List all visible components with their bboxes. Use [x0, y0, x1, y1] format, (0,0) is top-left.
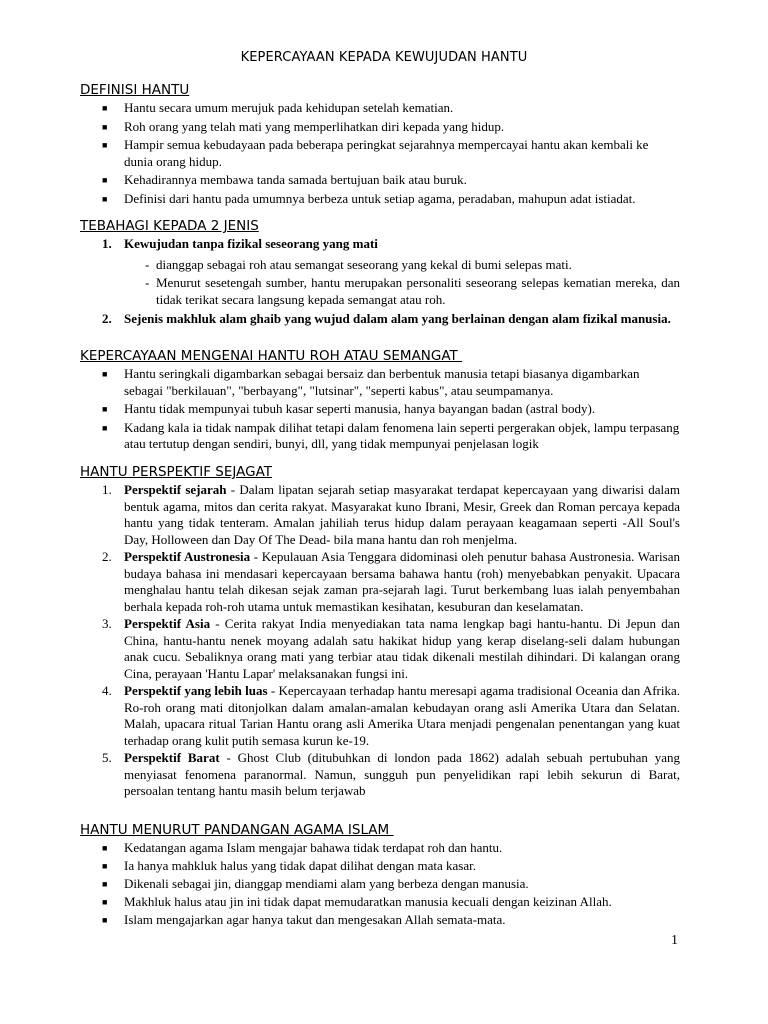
list-item [80, 876, 680, 893]
list-item [80, 119, 680, 136]
heading-jenis: TEBAHAGI KEPADA 2 JENIS [80, 218, 259, 234]
list-item-text: Hantu seringkali digambarkan sebagai bersaiz dan berbentuk manusia tetapi biasanya digambarkan sebagai "berkilauan", "berbayang", "lutsinar", "seperti kabus", atau seumpamanya. [124, 366, 640, 398]
list-item [80, 482, 680, 548]
square-bullet-icon: ■ [102, 861, 108, 871]
list-item [80, 366, 680, 399]
list-item [80, 401, 680, 418]
list-item-text: Definisi dari hantu pada umumnya berbeza untuk setiap agama, peradaban, mahupun adat istiadat. [124, 190, 636, 206]
item-number: 1. [102, 482, 112, 497]
list-item-text: Ia hanya mahkluk halus yang tidak dapat dilihat dengan mata kasar. [124, 858, 476, 873]
square-bullet-icon: ■ [102, 879, 108, 889]
list-kepercayaan [80, 366, 680, 453]
list-item-text: Hampir semua kebudayaan pada beberapa peringkat sejarahnya mempercayai hantu akan kembali ke dunia orang hidup. [124, 137, 649, 169]
item-heading: Perspektif Asia [124, 616, 211, 631]
item-text: - Kepercayaan terhadap hantu meresapi agama tradisional Oceania dan Afrika. Ro-roh orang mati ditonjolkan dalam amalan-amalan kebudayan orang asli Amerika Utara dan Selatan. Malah, upacara ritual Tarian Hantu orang asli Amerika Utara menjadi pengenalan penentangan yang kuat terhadap orang kulit putih semasa kurun ke-19. [124, 683, 680, 748]
heading-perspektif: HANTU PERSPEKTIF SEJAGAT [80, 464, 273, 480]
sub-list-item [80, 275, 680, 308]
list-item [80, 750, 680, 800]
item-heading: Perspektif Austronesia [124, 549, 251, 564]
list-item-text: Kadang kala ia tidak nampak dilihat tetapi dalam fenomena lain seperti pergerakan objek, lampu terpasang atau tertutup dengan sendiri, bunyi, dll, yang tidak mempunyai penjelasan logik [124, 419, 680, 451]
list-perspektif [80, 482, 680, 800]
item-title: Kewujudan tanpa fizikal seseorang yang mati [124, 236, 378, 251]
list-item [80, 912, 680, 929]
list-jenis [80, 236, 680, 328]
list-item-text: Hantu tidak mempunyai tubuh kasar seperti manusia, hanya bayangan badan (astral body). [124, 401, 596, 416]
list-item [80, 172, 680, 189]
item-title: Sejenis makhluk alam ghaib yang wujud dalam alam yang berlainan dengan alam fizikal manusia. [124, 311, 671, 326]
list-item [80, 549, 680, 615]
dash-bullet: - [145, 275, 150, 290]
item-heading: Perspektif Barat [124, 750, 220, 765]
list-item-text: Roh orang yang telah mati yang memperlihatkan diri kepada yang hidup. [124, 118, 505, 134]
sub-item-text: dianggap sebagai roh atau semangat seseorang yang kekal di bumi selepas mati. [156, 256, 572, 272]
item-heading: Perspektif sejarah [124, 482, 227, 497]
list-item [80, 236, 680, 253]
numbered-item [80, 236, 680, 253]
numbered-item [80, 311, 680, 328]
list-item [80, 616, 680, 682]
heading-kepercayaan: KEPERCAYAAN MENGENAI HANTU ROH ATAU SEMANGAT [80, 348, 463, 364]
list-item [80, 311, 680, 328]
item-text: - Dalam lipatan sejarah setiap masyarakat terdapat kepercayaan yang diwarisi dalam bentuk agama, mitos dan cerita rakyat. Masyarakat kuno Ibrani, Mesir, Greek dan Roman percaya kepada hantu yang tidak tenteram. Amalan jahiliah terus hidup dalam perayaan keagamaan seperti -All Soul's Day, Holloween dan Day Of The Dead- bila mana hantu dan roh menjelma. [124, 482, 680, 547]
square-bullet-icon: ■ [102, 843, 108, 853]
item-heading: Perspektif yang lebih luas [124, 683, 268, 698]
list-item [80, 840, 680, 857]
item-number: 1. [102, 236, 112, 251]
list-islam [80, 840, 680, 929]
item-number: 5. [102, 750, 112, 765]
list-item-text: Makhluk halus atau jin ini tidak dapat memudaratkan manusia kecuali dengan keizinan Allah. [124, 894, 612, 909]
list-item-text: Kehadirannya membawa tanda samada bertujuan baik atau buruk. [124, 172, 467, 187]
list-item-text: Islam mengajarkan agar hanya takut dan mengesakan Allah semata-mata. [124, 912, 506, 927]
item-number: 2. [102, 311, 112, 326]
list-item [80, 683, 680, 749]
item-number: 3. [102, 616, 112, 631]
item-text: - Ghost Club (ditubuhkan di london pada 1862) adalah sebuah pertubuhan yang menyiasat fenomena paranormal. Namun, sungguh pun penyelidikan rapi lebih sekurun di Barat, persoalan tentang hantu masih belum terjawab [124, 750, 681, 798]
list-item-text: Hantu secara umum merujuk pada kehidupan setelah kematian. [124, 100, 454, 115]
square-bullet-icon: ■ [102, 175, 108, 185]
list-item [80, 100, 680, 117]
sub-list [80, 257, 680, 309]
square-bullet-icon: ■ [102, 422, 108, 433]
square-bullet-icon: ■ [102, 897, 108, 907]
item-text: - Cerita rakyat India menyediakan tata nama lengkap bagi hantu-hantu. Di Jepun dan China, hantu-hantu nenek moyang adalah satu hakikat hidup yang kerap diselang-seli dalam hubungan anak cucu. Sebaliknya orang mati yang terbiar atau tidak dikenali mestilah dihindari. Di kalangan orang Cina, perayaan 'Hantu Lapar' melaksanakan fungsi ini. [124, 616, 680, 681]
item-number: 2. [102, 549, 112, 564]
list-item [80, 191, 680, 208]
list-item [80, 894, 680, 911]
square-bullet-icon: ■ [102, 121, 108, 132]
list-item [80, 858, 680, 875]
item-text: - Kepulauan Asia Tenggara didominasi oleh penutur bahasa Austronesia. Warisan budaya bahasa ini mendasari kepercayaan bersama bahawa hantu (roh) menyebabkan penyakit. Upacara menghalau hantu telah dikesan sejak zaman pra-sejarah lagi. Turut berkembang luas ialah penyembahan berhala kepada roh-roh utama untuk memastikan kesihatan, kesuburan dan keselamatan. [124, 549, 681, 614]
item-number: 4. [102, 683, 112, 698]
list-item-text: Kedatangan agama Islam mengajar bahawa tidak terdapat roh dan hantu. [124, 840, 503, 855]
square-bullet-icon: ■ [102, 103, 108, 113]
list-item-text: Dikenali sebagai jin, dianggap mendiami alam yang berbeza dengan manusia. [124, 876, 529, 891]
dash-bullet: - [145, 256, 150, 272]
heading-definisi: DEFINISI HANTU [80, 82, 190, 98]
square-bullet-icon: ■ [102, 140, 108, 150]
list-item [80, 137, 680, 170]
document-title: KEPERCAYAAN KEPADA KEWUJUDAN HANTU [240, 50, 528, 65]
square-bullet-icon: ■ [102, 193, 108, 204]
square-bullet-icon: ■ [102, 404, 108, 414]
square-bullet-icon: ■ [102, 369, 108, 379]
heading-islam: HANTU MENURUT PANDANGAN AGAMA ISLAM [80, 822, 394, 838]
list-definisi [80, 100, 680, 207]
page-number: 1 [671, 933, 678, 948]
square-bullet-icon: ■ [102, 915, 108, 925]
list-item [80, 420, 680, 453]
sub-list-item [80, 257, 680, 274]
sub-item-text: Menurut sesetengah sumber, hantu merupakan personaliti seseorang selepas kematian mereka, dan tidak terikat secara langsung kepada semangat atau roh. [156, 275, 680, 307]
